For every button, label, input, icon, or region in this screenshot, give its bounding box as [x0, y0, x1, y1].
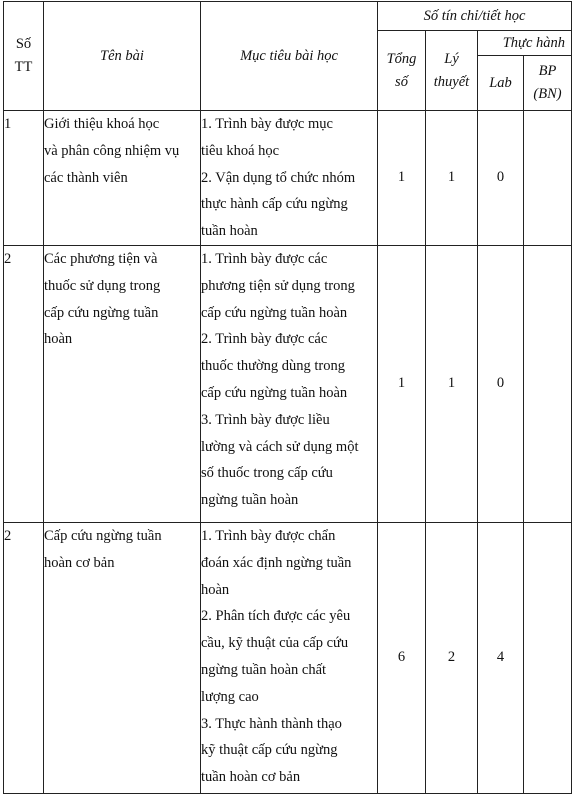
row-tong-so: 1: [378, 245, 426, 522]
ten-bai-line: Các phương tiện và: [44, 250, 158, 267]
row-stt: 2: [4, 522, 44, 793]
muc-tieu-line: lường và cách sử dụng một: [201, 438, 359, 455]
row-stt: 2: [4, 245, 44, 522]
header-so-tin-chi: Số tín chỉ/tiết học: [378, 2, 572, 31]
row-tong-so: 1: [378, 111, 426, 246]
row-lab: 4: [478, 522, 524, 793]
header-bp-line2: (BN): [533, 86, 562, 102]
muc-tieu-line: 3. Thực hành thành thạo: [201, 715, 342, 732]
ten-bai-line: hoàn cơ bản: [44, 554, 115, 571]
header-stt: [4, 2, 44, 111]
row-tong-so: 6: [378, 522, 426, 793]
header-tong-so-line2: số: [395, 73, 408, 90]
ten-bai-line: thuốc sử dụng trong: [44, 277, 161, 294]
row-ten-bai: [44, 245, 201, 522]
header-muc-tieu: Mục tiêu bài học: [201, 2, 378, 111]
lesson-plan-table: [3, 1, 572, 794]
muc-tieu-line: tuần hoàn: [201, 223, 258, 240]
muc-tieu-line: ngừng tuần hoàn: [201, 492, 299, 509]
muc-tieu-line: phương tiện sử dụng trong: [201, 277, 355, 294]
muc-tieu-line: thuốc thường dùng trong: [201, 358, 346, 375]
row-muc-tieu: [201, 522, 378, 793]
row-ly-thuyet: 1: [426, 245, 478, 522]
table-body: [4, 111, 572, 794]
muc-tieu-line: lượng cao: [201, 688, 259, 705]
ten-bai-line: Cấp cứu ngừng tuần: [44, 527, 162, 544]
header-lab: Lab: [478, 56, 524, 111]
ten-bai-line: Giới thiệu khoá học: [44, 116, 160, 132]
muc-tieu-line: 1. Trình bày được các: [201, 250, 328, 267]
header-stt-line2: TT: [14, 59, 33, 75]
muc-tieu-line: hoàn: [201, 581, 230, 598]
ten-bai-line: hoàn: [44, 331, 73, 348]
table-row: [4, 522, 572, 793]
muc-tieu-line: số thuốc trong cấp cứu: [201, 465, 333, 482]
muc-tieu-line: thực hành cấp cứu ngừng: [201, 196, 348, 213]
header-bp-line1: BP: [538, 63, 557, 79]
muc-tieu-line: cấp cứu ngừng tuần hoàn: [201, 304, 348, 321]
muc-tieu-line: 2. Phân tích được các yêu: [201, 608, 351, 625]
row-ten-bai: [44, 522, 201, 793]
row-bp: [524, 245, 572, 522]
muc-tieu-line: 1. Trình bày được mục: [201, 116, 333, 132]
header-bp: [524, 56, 572, 111]
row-lab: 0: [478, 111, 524, 246]
muc-tieu-line: cầu, kỹ thuật của cấp cứu: [201, 635, 349, 652]
ten-bai-line: các thành viên: [44, 169, 128, 186]
row-muc-tieu: [201, 111, 378, 246]
muc-tieu-line: 3. Trình bày được liều: [201, 411, 330, 428]
header-ly-thuyet-line2: thuyết: [433, 73, 470, 90]
header-thuc-hanh: Thực hành: [478, 31, 572, 56]
row-ly-thuyet: 2: [426, 522, 478, 793]
ten-bai-line: và phân công nhiệm vụ: [44, 142, 180, 159]
muc-tieu-line: 2. Vận dụng tổ chức nhóm: [201, 169, 356, 186]
header-tong-so: [378, 31, 426, 111]
muc-tieu-line: đoán xác định ngừng tuần: [201, 554, 352, 571]
row-bp: [524, 111, 572, 246]
muc-tieu-line: cấp cứu ngừng tuần hoàn: [201, 384, 348, 401]
header-ten-bai: Tên bài: [44, 2, 201, 111]
row-ly-thuyet: 1: [426, 111, 478, 246]
row-ten-bai: [44, 111, 201, 246]
muc-tieu-line: tiêu khoá học: [201, 142, 280, 159]
header-ly-thuyet-line1: Lý: [444, 50, 459, 67]
muc-tieu-line: 1. Trình bày được chẩn: [201, 527, 336, 544]
ten-bai-line: cấp cứu ngừng tuần: [44, 304, 159, 321]
row-lab: 0: [478, 245, 524, 522]
muc-tieu-line: tuần hoàn cơ bản: [201, 769, 301, 786]
header-tong-so-line1: Tổng: [386, 50, 417, 67]
table-row: [4, 111, 572, 246]
row-stt: 1: [4, 111, 44, 246]
muc-tieu-line: 2. Trình bày được các: [201, 331, 328, 348]
header-ly-thuyet: [426, 31, 478, 111]
row-bp: [524, 522, 572, 793]
row-muc-tieu: [201, 245, 378, 522]
muc-tieu-line: kỹ thuật cấp cứu ngừng: [201, 742, 338, 759]
table-row: [4, 245, 572, 522]
header-stt-line1: Số: [15, 36, 32, 52]
muc-tieu-line: ngừng tuần hoàn chất: [201, 661, 327, 678]
